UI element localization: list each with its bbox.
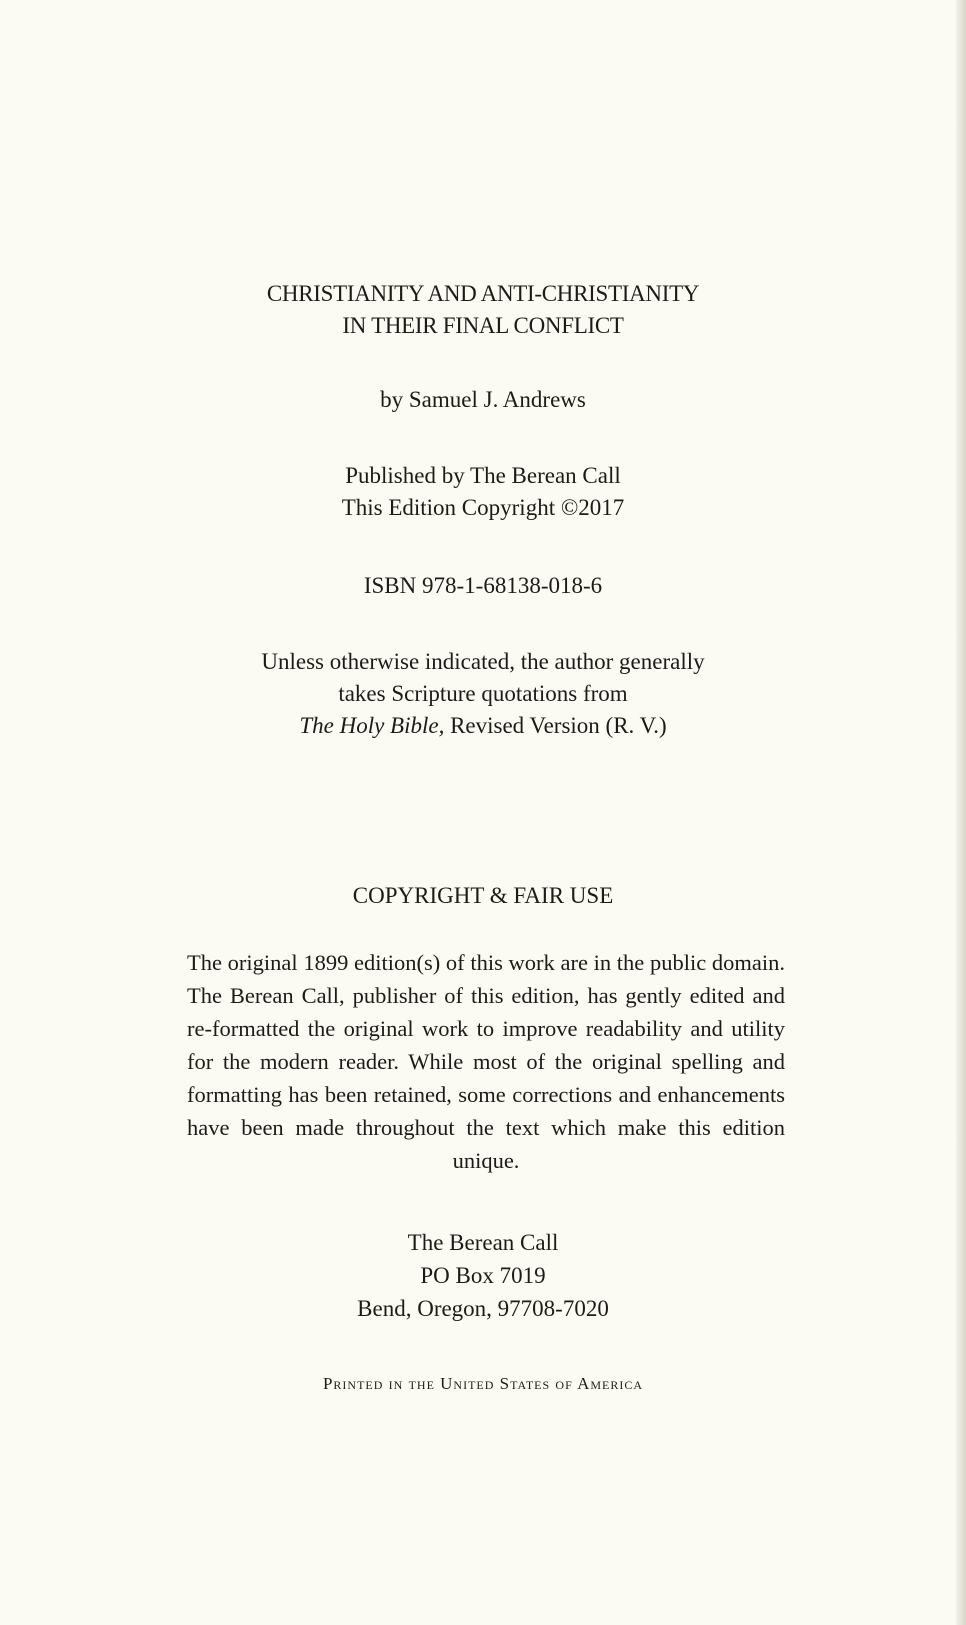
author-name: by Samuel J. Andrews <box>380 387 586 412</box>
author-line <box>0 384 966 416</box>
publisher-line: Published by The Berean Call <box>345 463 621 488</box>
address-line-2: PO Box 7019 <box>420 1263 546 1288</box>
fair-use-paragraph: The original 1899 edition(s) of this work are in the public domain. The Berean Call, publisher of this edition, has gently edited and re-formatted the original work to improve readability and utility for the modern reader. While most of the original spelling and formatting has been retained, some corrections and enhancements have been made throughout the text which make this edition unique. <box>187 950 785 1173</box>
scripture-note-line-1: Unless otherwise indicated, the author generally <box>261 649 705 674</box>
address-line-3: Bend, Oregon, 97708-7020 <box>357 1296 609 1321</box>
publisher-info <box>0 460 966 524</box>
publisher-address <box>0 1226 966 1325</box>
edition-copyright-line: This Edition Copyright ©2017 <box>341 495 625 520</box>
scripture-note <box>0 646 966 742</box>
printed-in-usa <box>0 1368 966 1400</box>
isbn-number: ISBN 978-1-68138-018-6 <box>363 573 603 598</box>
isbn <box>0 570 966 602</box>
book-title-line-2: IN THEIR FINAL CONFLICT <box>342 313 624 338</box>
book-title <box>0 278 966 342</box>
book-title-line-1: CHRISTIANITY AND ANTI-CHRISTIANITY <box>266 281 700 306</box>
address-line-1: The Berean Call <box>407 1230 559 1255</box>
bible-version: Revised Version (R. V.) <box>444 713 667 738</box>
bible-title: The Holy Bible, <box>299 713 445 738</box>
scripture-note-line-2: takes Scripture quotations from <box>338 681 628 706</box>
printed-in-usa-text: Printed in the United States of America <box>322 1374 644 1393</box>
copyright-heading <box>0 880 966 912</box>
scripture-note-line-3 <box>0 710 966 742</box>
copyright-heading-text: COPYRIGHT & FAIR USE <box>352 883 614 908</box>
